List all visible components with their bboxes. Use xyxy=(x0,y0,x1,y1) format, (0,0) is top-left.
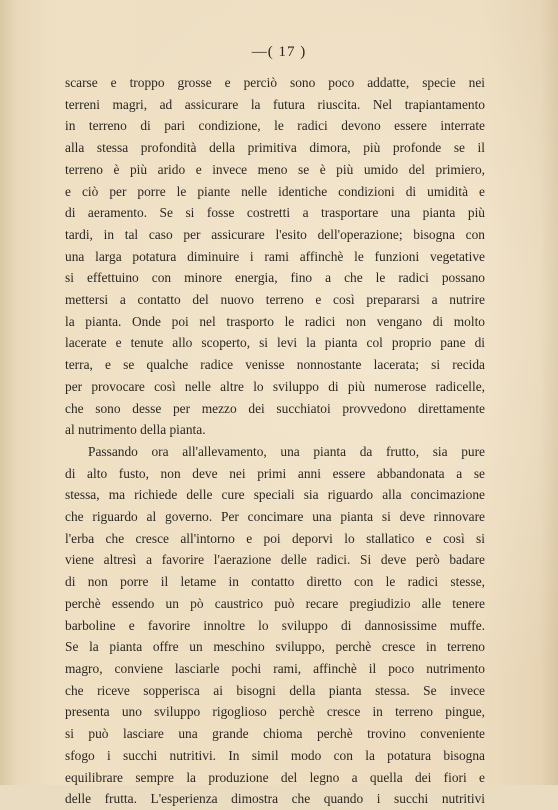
text-line: l'erba che cresce all'intorno e poi deporvi lo stallatico e così si xyxy=(65,530,485,546)
text-line: Se la pianta offre un meschino sviluppo, perchè cresce in terreno xyxy=(65,639,485,655)
text-line: lacerate e tenute allo scoperto, si levi la pianta col proprio pane di xyxy=(65,335,485,351)
text-line: si effettuino con minore energia, fino a che le radici possano xyxy=(65,270,485,286)
text-line: terra, e se qualche radice venisse nonnostante lacerata; si recida xyxy=(65,357,485,373)
text-line: che riceve sopperisca ai bisogni della pianta stessa. Se invece xyxy=(65,682,485,698)
text-line: di non porre il letame in contatto diretto con le radici stesse, xyxy=(65,574,485,590)
paragraph-1 xyxy=(65,72,485,441)
text-line: stessa, ma richiede delle cure speciali sia riguardo alla concimazione xyxy=(65,487,485,503)
text-line: che sono desse per mezzo dei succhiatoi provvedono direttamente xyxy=(65,400,485,416)
text-line: barboline e favorire innoltre lo sviluppo di dannosissime muffe. xyxy=(65,617,485,633)
text-line: equilibrare sempre la produzione del legno a quella dei fiori e xyxy=(65,769,485,785)
text-line: la pianta. Onde poi nel trasporto le radici non vengano di molto xyxy=(65,313,485,329)
text-line: perchè essendo un pò caustrico può recare pregiudizio alle tenere xyxy=(65,595,485,611)
text-line: di alto fusto, non deve nei primi anni essere abbandonata a se xyxy=(65,465,485,481)
text-line: alla stessa profondità della primitiva dimora, più profonde se il xyxy=(65,140,485,156)
text-line: terreni magri, ad assicurare la futura riuscita. Nel trapiantamento xyxy=(65,96,485,112)
text-line: scarse e troppo grosse e perciò sono poco addatte, specie nei xyxy=(65,75,485,90)
text-line: mettersi a contatto del nuovo terreno e così prepararsi a nutrire xyxy=(65,292,485,308)
text-line: che riguardo al governo. Per concimare una pianta si deve rinnovare xyxy=(65,509,485,525)
page-number: —( 17 ) xyxy=(251,44,307,60)
text-line: una larga potatura diminuire i rami affinchè le funzioni vegetative xyxy=(65,248,485,264)
text-line: si può lasciare una grande chioma perchè trovino conveniente xyxy=(65,726,485,742)
text-line: presenta uno sviluppo rigoglioso perchè cresce in terreno pingue, xyxy=(65,704,485,720)
body-text xyxy=(65,72,485,810)
text-line: viene altresì a favorire l'aerazione delle radici. Si deve però badare xyxy=(65,552,485,568)
text-line: in terreno di pari condizione, le radici devono essere interrate xyxy=(65,118,485,134)
text-line: tardi, in tal caso per assicurare l'esito dell'operazione; bisogna con xyxy=(65,226,485,242)
text-line: Passando ora all'allevamento, una pianta da frutto, sia pure xyxy=(88,443,485,459)
text-line: e ciò per porre le piante nelle identiche condizioni di umidità e xyxy=(65,183,485,199)
text-line: magro, conviene lasciarle pochi rami, affinchè il poco nutrimento xyxy=(65,660,485,676)
text-line: sfogo i succhi nutritivi. In simil modo con la potatura bisogna xyxy=(65,747,485,763)
text-line: delle frutta. L'esperienza dimostra che quando i succhi nutritivi xyxy=(65,791,485,807)
text-line: di aeramento. Se si fosse costretti a trasportare una pianta più xyxy=(65,205,485,221)
text-line: per provocare così nelle altre lo sviluppo di più numerose radicelle, xyxy=(65,378,485,394)
paragraph-2 xyxy=(65,441,485,810)
text-line: terreno è più arido e invece meno se è più umido del primiero, xyxy=(65,161,485,177)
text-line: al nutrimento della pianta. xyxy=(65,422,206,438)
